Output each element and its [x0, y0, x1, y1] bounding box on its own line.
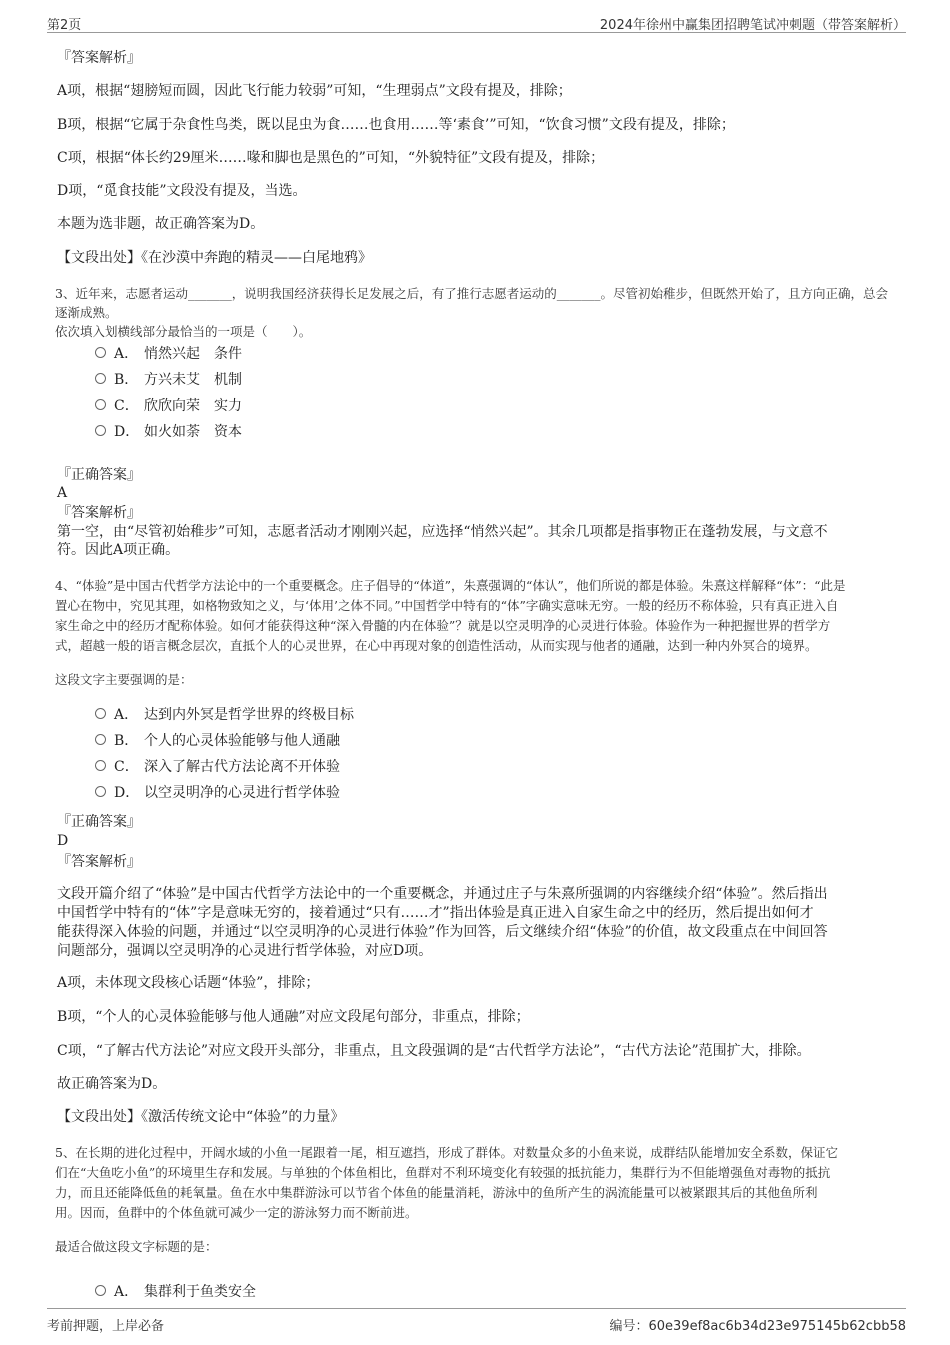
- q4-analysis-para-line: 能获得深入体验的问题，并通过“以空灵明净的心灵进行体验”作为回答，后文继续介绍“体验”的价值，故文段重点在中间回答: [57, 924, 828, 940]
- document-id: 编号：60e39ef8ac6b34d23e975145b62cbb58: [609, 1319, 906, 1334]
- q4-analysis-para-line: 问题部分，强调以空灵明净的心灵进行哲学体验，对应D项。: [57, 943, 433, 959]
- page-number: 第2页: [47, 18, 82, 33]
- radio-icon[interactable]: [95, 708, 106, 719]
- q4-option-c[interactable]: C． 深入了解古代方法论离不开体验: [95, 756, 340, 778]
- q2-analysis-line: A项，根据“翅膀短而圆，因此飞行能力较弱”可知，“生理弱点”文段有提及，排除；: [57, 83, 572, 99]
- radio-icon[interactable]: [95, 347, 106, 358]
- q2-source: 【文段出处】《在沙漠中奔跑的精灵——白尾地鸦》: [57, 250, 372, 266]
- q3-stem: 3、近年来，志愿者运动_______，说明我国经济获得长足发展之后，有了推行志愿者运动的_______。尽管初始稚步，但既然开始了，且方向正确，总会逐渐成熟。: [55, 286, 888, 320]
- q3-option-c[interactable]: C． 欣欣向荣 实力: [95, 395, 242, 417]
- q5-stem-line: 5、在长期的进化过程中，开阔水域的小鱼一尾跟着一尾，相互遮挡，形成了群体。对数量众多的小鱼来说，成群结队能增加安全系数，保证它: [55, 1145, 838, 1160]
- q4-conclusion: 故正确答案为D。: [57, 1076, 167, 1092]
- q4-stem-line: 置心在物中，究见其理，如格物致知之义，与‘体用’之体不同。”中国哲学中特有的“体”字确实意味无穷。一般的经历不称体验，只有真正进入自: [55, 598, 839, 613]
- q4-analysis-line: B项，“个人的心灵体验能够与他人通融”对应文段尾句部分，非重点，排除；: [57, 1009, 530, 1025]
- q3-analysis-line: 符。因此A项正确。: [57, 542, 180, 558]
- q4-option-d[interactable]: D． 以空灵明净的心灵进行哲学体验: [95, 782, 340, 804]
- q4-answer: D: [57, 833, 69, 849]
- q3-correct-label: 『正确答案』: [57, 467, 141, 483]
- q3-analysis-label: 『答案解析』: [57, 505, 141, 521]
- q2-analysis-label: 『答案解析』: [57, 50, 141, 66]
- page-footer: [47, 1308, 906, 1333]
- q5-stem-line: 力，而且还能降低鱼的耗氧量。鱼在水中集群游泳可以节省个体鱼的能量消耗，游泳中的鱼所产生的涡流能量可以被紧跟其后的其他鱼所利: [55, 1185, 818, 1200]
- q4-analysis-para-line: 中国哲学中特有的“体”字是意味无穷的，接着通过“只有……才”指出体验是真正进入自家生命之中的经历，然后提出如何才: [57, 905, 814, 921]
- q4-source: 【文段出处】《激活传统文论中“体验”的力量》: [57, 1109, 345, 1125]
- q3-option-a[interactable]: A． 悄然兴起 条件: [95, 343, 242, 365]
- q4-option-b[interactable]: B． 个人的心灵体验能够与他人通融: [95, 730, 340, 752]
- q3-option-d[interactable]: D． 如火如荼 资本: [95, 421, 242, 443]
- radio-icon[interactable]: [95, 760, 106, 771]
- q4-prompt: 这段文字主要强调的是：: [55, 672, 193, 687]
- q4-stem-line: 式，超越一般的语言概念层次，直抵个人的心灵世界，在心中再现对象的创造性活动，从而实现与他者的通融，达到一种内外冥合的境界。: [55, 638, 818, 653]
- q4-correct-label: 『正确答案』: [57, 814, 141, 830]
- q2-analysis-line: D项，“觅食技能”文段没有提及，当选。: [57, 183, 307, 199]
- q4-analysis-line: A项，未体现文段核心话题“体验”，排除；: [57, 975, 320, 991]
- q4-option-a[interactable]: A． 达到内外冥是哲学世界的终极目标: [95, 704, 354, 726]
- page-header: [47, 12, 906, 33]
- q3-analysis-line: 第一空，由“尽管初始稚步”可知，志愿者活动才刚刚兴起，应选择“悄然兴起”。其余几项都是指事物正在蓬勃发展，与文意不: [57, 524, 828, 540]
- radio-icon[interactable]: [95, 786, 106, 797]
- q2-analysis-line: B项，根据“它属于杂食性鸟类，既以昆虫为食……也食用……等‘素食’”可知，“饮食习惯”文段有提及，排除；: [57, 117, 735, 133]
- q2-conclusion: 本题为选非题，故正确答案为D。: [57, 216, 265, 232]
- q4-analysis-para-line: 文段开篇介绍了“体验”是中国古代哲学方法论中的一个重要概念，并通过庄子与朱熹所强调的内容继续介绍“体验”。然后指出: [57, 886, 828, 902]
- document-title: 2024年徐州中赢集团招聘笔试冲刺题（带答案解析）: [599, 18, 906, 33]
- radio-icon[interactable]: [95, 373, 106, 384]
- q3-option-b[interactable]: B． 方兴未艾 机制: [95, 369, 242, 391]
- q2-analysis-line: C项，根据“体长约29厘米……喙和脚也是黑色的”可知，“外貌特征”文段有提及，排除；: [57, 150, 605, 166]
- radio-icon[interactable]: [95, 399, 106, 410]
- radio-icon[interactable]: [95, 734, 106, 745]
- radio-icon[interactable]: [95, 1285, 106, 1296]
- q3-prompt: 依次填入划横线部分最恰当的一项是（ ）。: [55, 324, 312, 339]
- q5-stem-line: 们在“大鱼吃小鱼”的环境里生存和发展。与单独的个体鱼相比，鱼群对不利环境变化有较强的抵抗能力，集群行为不但能增强鱼对毒物的抵抗: [55, 1165, 831, 1180]
- q5-prompt: 最适合做这段文字标题的是：: [55, 1239, 218, 1254]
- radio-icon[interactable]: [95, 425, 106, 436]
- q4-stem-line: 4、“体验”是中国古代哲学方法论中的一个重要概念。庄子倡导的“体道”，朱熹强调的“体认”，他们所说的都是体验。朱熹这样解释“体”：“此是: [55, 578, 846, 593]
- q4-stem-line: 家生命之中的经历才配称体验。如何才能获得这种“深入骨髓的内在体验”？就是以空灵明净的心灵进行体验。体验作为一种把握世界的哲学方: [55, 618, 831, 633]
- q3-answer: A: [57, 485, 68, 501]
- q5-stem-line: 用。因而，鱼群中的个体鱼就可减少一定的游泳努力而不断前进。: [55, 1205, 418, 1220]
- q4-analysis-line: C项，“了解古代方法论”对应文段开头部分，非重点，且文段强调的是“古代哲学方法论”，“古代方法论”范围扩大，排除。: [57, 1043, 811, 1059]
- footer-slogan: 考前押题，上岸必备: [47, 1319, 165, 1334]
- q4-analysis-label: 『答案解析』: [57, 854, 141, 870]
- q5-option-a[interactable]: A． 集群利于鱼类安全: [95, 1281, 256, 1303]
